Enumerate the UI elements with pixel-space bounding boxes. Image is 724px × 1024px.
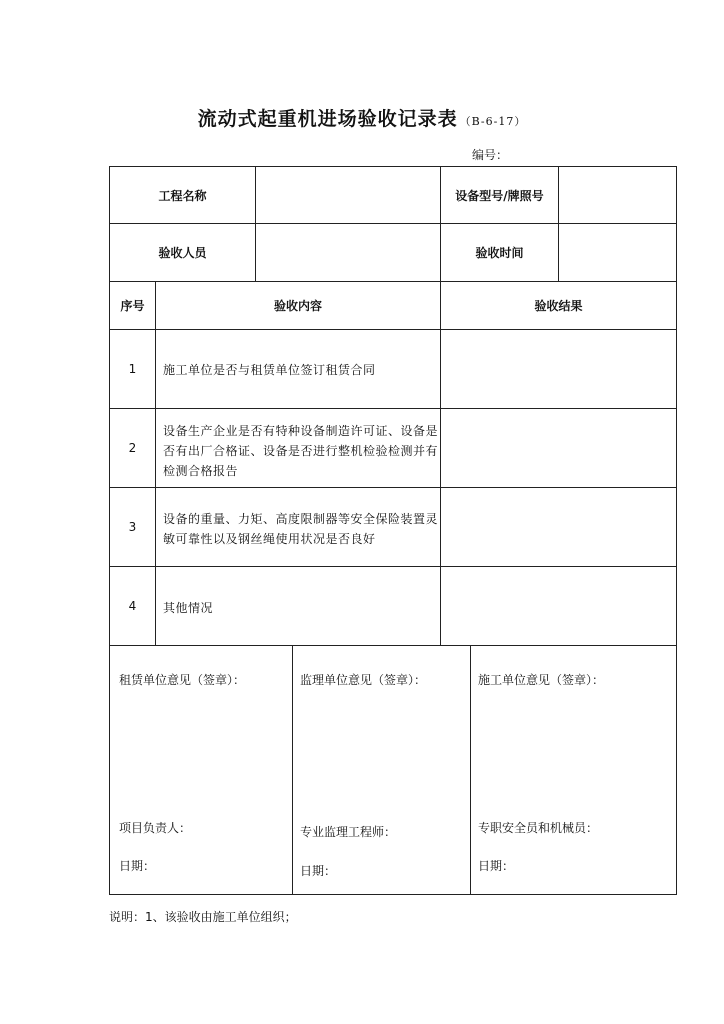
lessor-date-label: 日期： xyxy=(119,859,156,873)
item-result-field[interactable] xyxy=(441,409,676,487)
item-content: 其他情况 xyxy=(163,601,214,615)
inspector-label: 验收人员 xyxy=(158,246,207,260)
item-result-field[interactable] xyxy=(441,330,676,408)
form-code: （B-6-17） xyxy=(459,115,527,128)
col-divider xyxy=(292,645,293,895)
lessor-opinion-label: 租赁单位意见（签章）： xyxy=(119,673,246,687)
column-header-result: 验收结果 xyxy=(534,299,583,313)
item-content: 设备生产企业是否有特种设备制造许可证、设备是否有出厂合格证、设备是否进行整机检验检测并有检测合格报告 xyxy=(163,424,439,478)
col-divider xyxy=(155,281,156,645)
lessor-person-label: 项目负责人： xyxy=(119,821,192,835)
item-number: 2 xyxy=(128,441,137,455)
contractor-opinion-label: 施工单位意见（签章）： xyxy=(478,673,605,687)
form-title-text: 流动式起重机进场验收记录表 xyxy=(197,108,458,130)
col-divider xyxy=(470,645,471,895)
item-result-field[interactable] xyxy=(441,488,676,566)
column-header-content: 验收内容 xyxy=(273,299,322,313)
inspector-field[interactable] xyxy=(256,224,440,281)
contractor-person-label: 专职安全员和机械员： xyxy=(478,821,599,835)
inspection-table xyxy=(109,166,677,895)
serial-number-label: 编号： xyxy=(472,148,509,162)
item-number: 3 xyxy=(128,520,137,534)
inspection-time-field[interactable] xyxy=(559,224,676,281)
item-number: 4 xyxy=(128,599,137,613)
supervisor-date-label: 日期： xyxy=(300,864,337,878)
project-name-label: 工程名称 xyxy=(158,188,207,203)
item-result-field[interactable] xyxy=(441,567,676,645)
item-content: 设备的重量、力矩、高度限制器等安全保险装置灵敏可靠性以及钢丝绳使用状况是否良好 xyxy=(163,512,439,546)
project-name-field[interactable] xyxy=(256,167,440,223)
supervisor-opinion-label: 监理单位意见（签章）： xyxy=(300,673,427,687)
inspection-time-label: 验收时间 xyxy=(475,246,524,260)
contractor-date-label: 日期： xyxy=(478,859,515,873)
equipment-model-field[interactable] xyxy=(559,167,676,223)
footnote: 说明：1、该验收由施工单位组织； xyxy=(109,910,297,924)
row-divider xyxy=(110,645,676,646)
item-content: 施工单位是否与租赁单位签订租赁合同 xyxy=(163,363,376,377)
item-number: 1 xyxy=(128,362,137,376)
equipment-model-label: 设备型号/牌照号 xyxy=(455,188,544,203)
supervisor-person-label: 专业监理工程师： xyxy=(300,825,397,839)
column-header-no: 序号 xyxy=(120,299,145,313)
form-title xyxy=(0,104,724,131)
